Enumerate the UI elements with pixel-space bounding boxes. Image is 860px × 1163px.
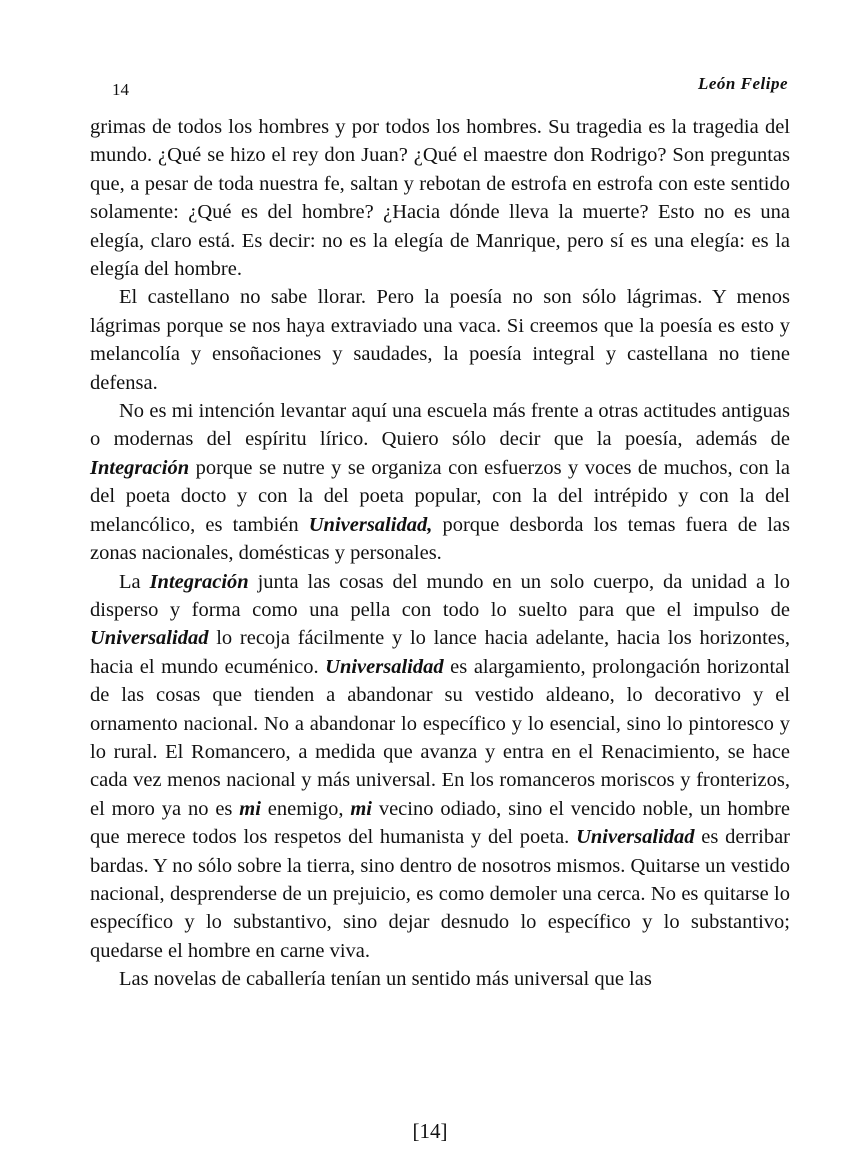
text-segment: es derribar bardas. Y no sólo sobre la tierra, sino dentro de nosotros mismos. Quitarse un vestido nacional, desprenderse de un prejuicio, es como demoler una cerca. No es quitarse lo específico y lo substantivo, sino dejar desnudo lo específico y lo substantivo; quedarse el hombre en carne viva. [90, 826, 790, 962]
text-segment: No es mi intención levantar aquí una escuela más frente a otras actitudes antiguas o modernas del espíritu lírico. Quiero sólo decir que la poesía, además de [90, 400, 790, 451]
folio-number: [14] [412, 1119, 448, 1143]
running-head-author: León Felipe [697, 74, 788, 93]
text-segment: El castellano no sabe llorar. Pero la poesía no son sólo lágrimas. Y menos lágrimas porque se nos haya extraviado una vaca. Si creemos que la poesía es esto y melancolía y ensoñaciones y saudades, la poesía integral y castellana no tiene defensa. [90, 286, 790, 394]
paragraph [90, 397, 790, 567]
text-segment: es alargamiento, prolongación horizontal de las cosas que tienden a abandonar su vestido aldeano, lo decorativo y el ornamento nacional. No a abandonar lo específico y lo esencial, sino lo pintoresco y lo rural. El Romancero, a medida que avanza y entra en el Renacimiento, se hace cada vez menos nacional y más universal. En los romanceros moriscos y fronterizos, el moro ya no es [90, 655, 790, 820]
body-text [90, 113, 790, 994]
paragraph [90, 965, 790, 993]
text-segment: junta las cosas del mundo en un solo cuerpo, da unidad a lo disperso y forma como una pella con todo lo suelto para que el impulso de [90, 570, 791, 621]
text-segment: lo recoja fácilmente y lo lance hacia adelante, hacia los horizontes, hacia el mundo ecuménico. [90, 627, 790, 678]
italic-term: Universalidad [90, 627, 209, 650]
page-header [108, 72, 788, 100]
paragraph [90, 113, 790, 283]
text-segment: porque desborda los temas fuera de las zonas nacionales, domésticas y personales. [90, 513, 790, 565]
text-segment: porque se nutre y se organiza con esfuerzos y voces de muchos, con la del poeta docto y con la del poeta popular, con la del intrépido y con la del melancólico, es también [90, 456, 790, 536]
page-footer [0, 1119, 860, 1144]
italic-term: Universalidad, [308, 513, 433, 536]
italic-term: mi [350, 797, 372, 820]
text-segment: vecino odiado, sino el vencido noble, un hombre que merece todos los respetos del humanista y del poeta. [90, 797, 790, 849]
paragraph [90, 568, 790, 966]
italic-term: mi [239, 797, 261, 820]
text-segment: enemigo, [260, 797, 351, 820]
italic-term: Integración [90, 456, 190, 479]
italic-term: Integración [149, 570, 249, 593]
italic-term: Universalidad [325, 655, 444, 678]
text-segment: La [119, 570, 150, 593]
text-segment: grimas de todos los hombres y por todos los hombres. Su tragedia es la tragedia del mundo. ¿Qué se hizo el rey don Juan? ¿Qué el maestre don Rodrigo? Son preguntas que, a pesar de toda nuestra fe, saltan y rebotan de estrofa en estrofa con este sentido solamente: ¿Qué es del hombre? ¿Hacia dónde lleva la muerte? Esto no es una elegía, claro está. Es decir: no es la elegía de Manrique, pero sí es una elegía: es la elegía del hombre. [90, 116, 790, 281]
paragraph [90, 283, 790, 397]
page-number: 14 [112, 80, 129, 99]
text-segment: Las novelas de caballería tenían un sentido más universal que las [119, 968, 652, 991]
italic-term: Universalidad [576, 826, 695, 849]
